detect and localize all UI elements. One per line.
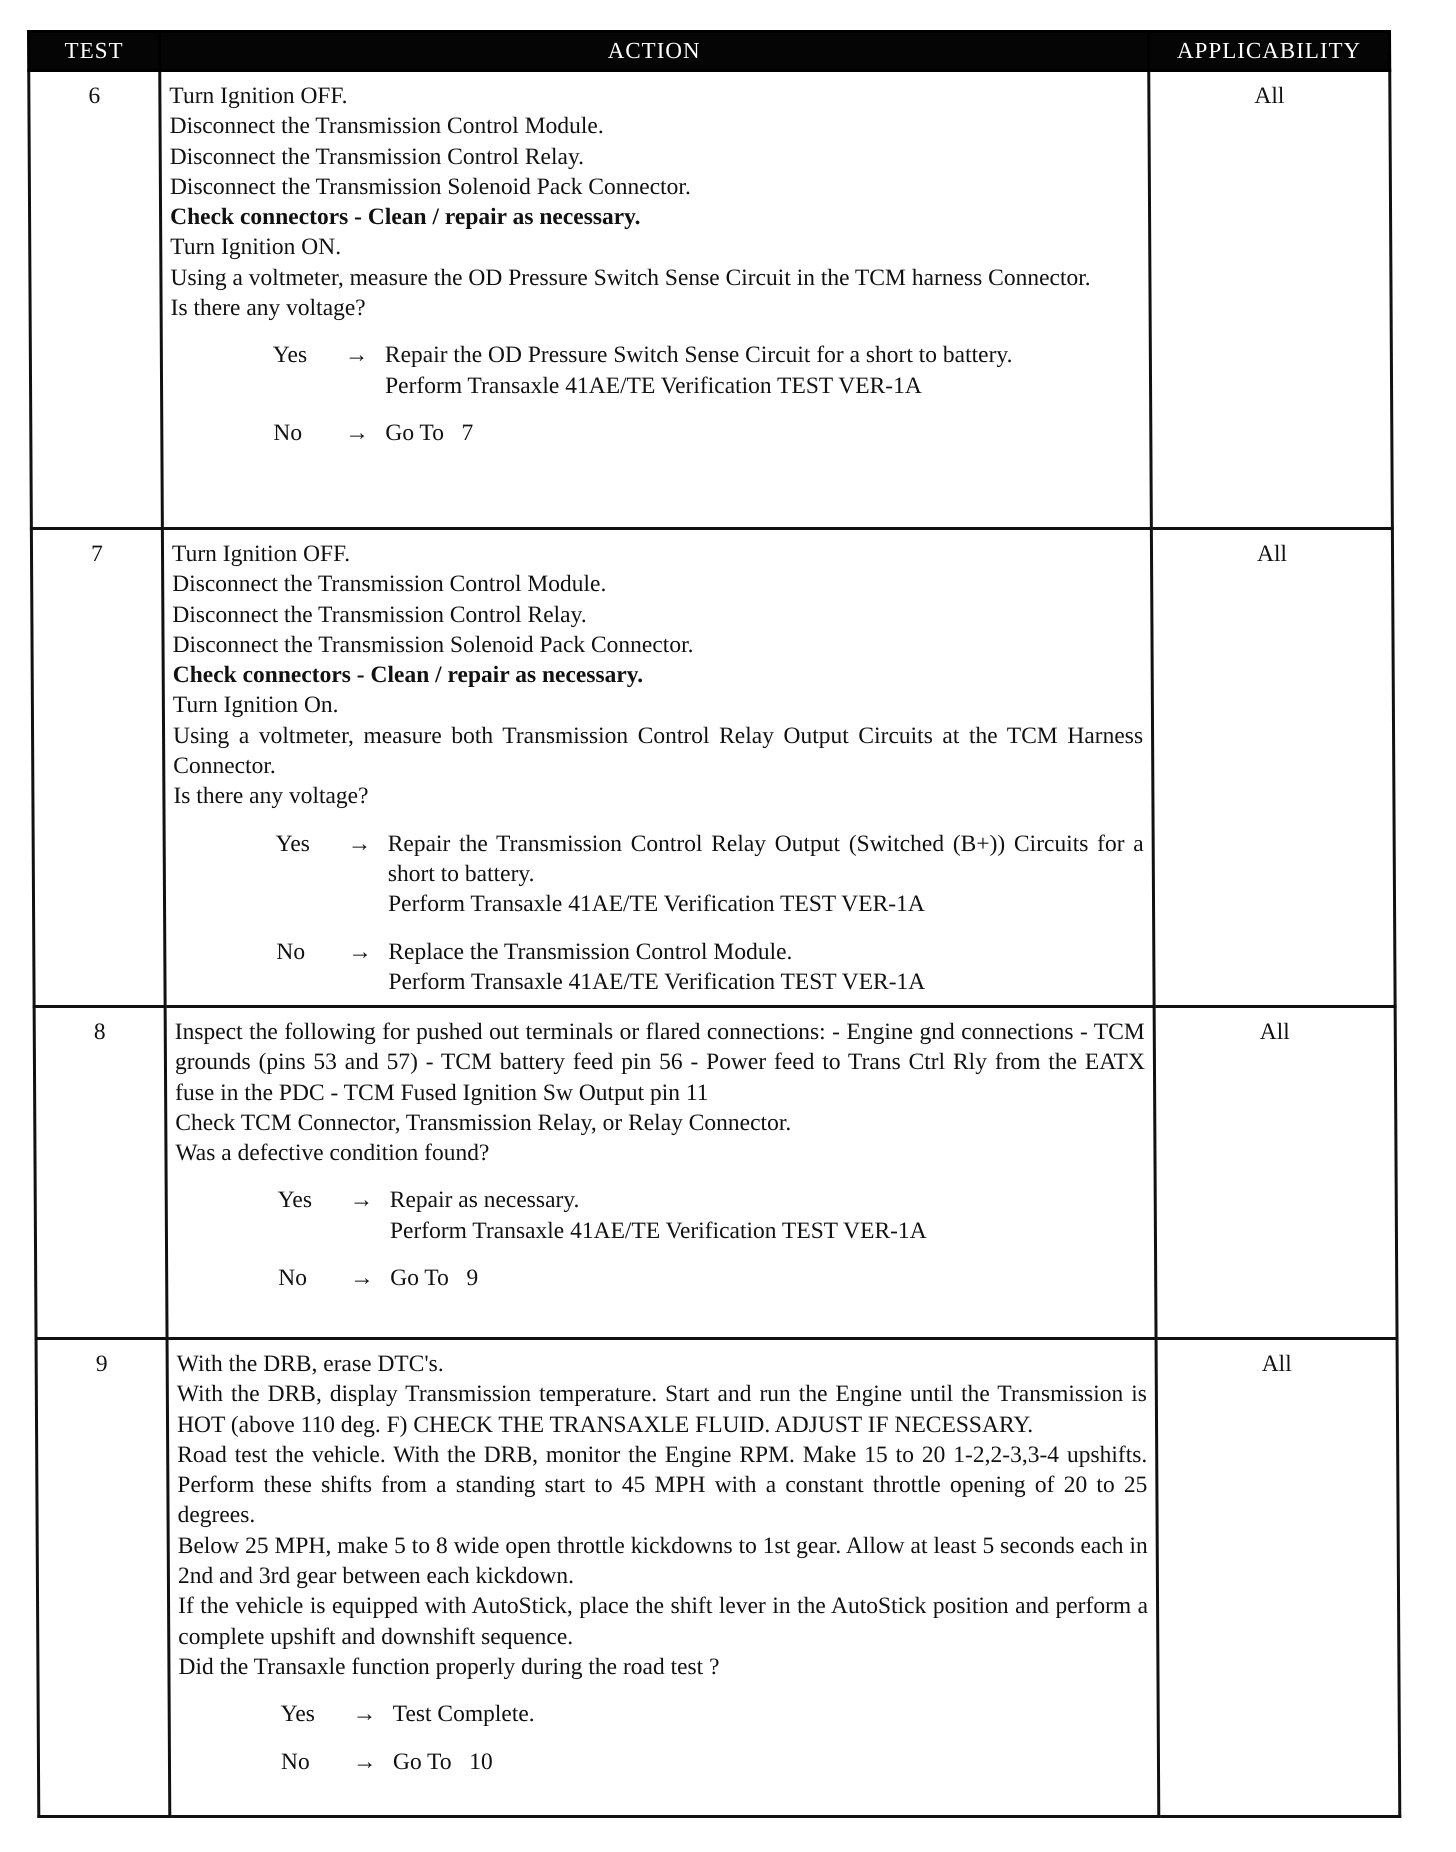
action-step: Check TCM Connector, Transmission Relay, or Relay Connector.	[175, 1109, 792, 1136]
action-step: Disconnect the Transmission Control Module.	[172, 571, 607, 598]
action-step: Disconnect the Transmission Solenoid Pack Connector.	[169, 173, 691, 200]
action-cell	[167, 1339, 1159, 1817]
action-step: Disconnect the Transmission Control Relay.	[172, 601, 587, 628]
header-applicability: APPLICABILITY	[1149, 32, 1390, 71]
arrow-right-icon: →	[349, 1187, 374, 1214]
diagnostic-table	[27, 30, 1401, 1818]
answer-label: No	[280, 1748, 310, 1775]
answer-label: Yes	[275, 830, 310, 857]
action-cell	[165, 1007, 1156, 1339]
result-outcome	[390, 1263, 1146, 1293]
result-outcome	[385, 340, 1141, 401]
action-step: Disconnect the Transmission Control Module.	[169, 113, 604, 140]
action-step: Turn Ignition ON.	[170, 234, 342, 261]
outcome-line: Perform Transaxle 41AE/TE Verification TEST VER-1A	[387, 891, 925, 918]
result-outcome	[393, 1747, 1149, 1777]
result-yes	[276, 829, 1145, 920]
action-step: With the DRB, display Transmission temperature. Start and run the Engine until the Transmission is HOT (above 110 deg. F) CHECK THE TRANSAXLE FLUID. ADJUST IF NECESSARY.	[176, 1381, 1147, 1438]
action-step: Below 25 MPH, make 5 to 8 wide open throttle kickdowns to 1st gear. Allow at least 5 seconds each in 2nd and 3rd gear between each kickdown.	[177, 1532, 1148, 1590]
answer-label: Yes	[272, 342, 308, 369]
arrow-right-icon: →	[347, 830, 372, 857]
answer-label: Yes	[277, 1187, 313, 1214]
arrow-right-icon: →	[352, 1701, 377, 1728]
outcome-line: Go To 10	[392, 1748, 493, 1775]
result-yes	[273, 340, 1141, 401]
applicability-value: All	[1151, 529, 1395, 1007]
result-yes	[281, 1699, 1149, 1729]
outcome-line: Perform Transaxle 41AE/TE Verification TEST VER-1A	[388, 968, 926, 995]
applicability-value: All	[1149, 71, 1393, 529]
table-header-row	[29, 32, 1390, 71]
action-step: Disconnect the Transmission Solenoid Pack Connector.	[172, 631, 694, 658]
action-cell	[160, 71, 1152, 529]
action-question: Is there any voltage?	[173, 783, 369, 810]
action-question: Was a defective condition found?	[175, 1140, 490, 1167]
action-step: Disconnect the Transmission Control Relay.	[169, 143, 585, 170]
action-step: Using a voltmeter, measure both Transmission Control Relay Output Circuits at the TCM Harness Connector.	[172, 722, 1144, 780]
action-step: Inspect the following for pushed out terminals or flared connections: - Engine gnd connections - TCM grounds (pins 53 and 57) - TCM battery feed pin 56 - Power feed to Trans Ctrl Rly from the EATX fuse in the PDC - TCM Fused Ignition Sw Output pin 11	[174, 1019, 1146, 1106]
result-no	[281, 1747, 1149, 1777]
outcome-line: Repair the OD Pressure Switch Sense Circuit for a short to battery.	[384, 342, 1013, 369]
result-no	[276, 937, 1144, 998]
answer-label: Yes	[280, 1701, 315, 1728]
action-step-emphasis: Check connectors - Clean / repair as necessary.	[172, 662, 644, 689]
answer-label: No	[273, 419, 303, 446]
result-no	[273, 418, 1141, 448]
outcome-line: Repair the Transmission Control Relay Output (Switched (B+)) Circuits for a short to battery.	[387, 830, 1144, 887]
test-number: 9	[36, 1339, 170, 1817]
result-outcome	[385, 418, 1141, 448]
result-outcome	[390, 1185, 1146, 1246]
test-number: 7	[31, 529, 165, 1007]
arrow-right-icon: →	[350, 1265, 374, 1292]
applicability-value: All	[1156, 1339, 1400, 1817]
result-outcome	[388, 829, 1145, 920]
outcome-line: Test Complete.	[392, 1701, 535, 1728]
action-step: Using a voltmeter, measure the OD Pressure Switch Sense Circuit in the TCM harness Connector.	[170, 264, 1091, 291]
outcome-line: Go To 7	[385, 419, 474, 446]
outcome-line: Perform Transaxle 41AE/TE Verification TEST VER-1A	[384, 372, 922, 399]
answer-label: No	[278, 1265, 307, 1292]
answer-label: No	[276, 938, 306, 965]
action-question: Is there any voltage?	[170, 295, 366, 322]
table-row	[29, 71, 1393, 529]
outcome-line: Go To 9	[390, 1265, 479, 1292]
result-no	[278, 1263, 1146, 1293]
outcome-line: Replace the Transmission Control Module.	[388, 938, 793, 965]
arrow-right-icon: →	[348, 938, 372, 965]
result-outcome	[393, 1699, 1149, 1729]
action-step: Road test the vehicle. With the DRB, monitor the Engine RPM. Make 15 to 20 1-2,2-3,3-4 upshifts. Perform these shifts from a standing start to 45 MPH with a constant throttle opening of 20 to 25 degrees.	[177, 1441, 1148, 1529]
arrow-right-icon: →	[345, 419, 369, 446]
action-question: Did the Transaxle function properly during the road test ?	[178, 1653, 720, 1680]
table-row	[31, 529, 1395, 1007]
arrow-right-icon: →	[344, 342, 369, 369]
action-step: If the vehicle is equipped with AutoStick, place the shift lever in the AutoStick position and perform a complete upshift and downshift sequence.	[178, 1593, 1149, 1650]
test-number: 8	[34, 1007, 167, 1339]
header-test: TEST	[29, 32, 160, 71]
header-action: ACTION	[160, 32, 1149, 71]
action-step-emphasis: Check connectors - Clean / repair as necessary.	[170, 204, 641, 231]
action-step: With the DRB, erase DTC's.	[176, 1351, 444, 1377]
action-step: Turn Ignition OFF.	[171, 541, 351, 567]
outcome-line: Perform Transaxle 41AE/TE Verification TEST VER-1A	[389, 1217, 927, 1244]
outcome-line: Repair as necessary.	[389, 1187, 580, 1214]
arrow-right-icon: →	[352, 1748, 377, 1775]
diagnostic-procedure-sheet	[27, 30, 1398, 1817]
result-yes	[278, 1185, 1146, 1246]
test-number: 6	[29, 71, 163, 529]
table-row	[36, 1339, 1400, 1817]
result-outcome	[388, 937, 1144, 998]
action-step: Turn Ignition OFF.	[169, 83, 348, 109]
table-row	[34, 1007, 1397, 1339]
action-cell	[162, 529, 1154, 1007]
applicability-value: All	[1154, 1007, 1397, 1339]
action-step: Turn Ignition On.	[172, 692, 339, 719]
